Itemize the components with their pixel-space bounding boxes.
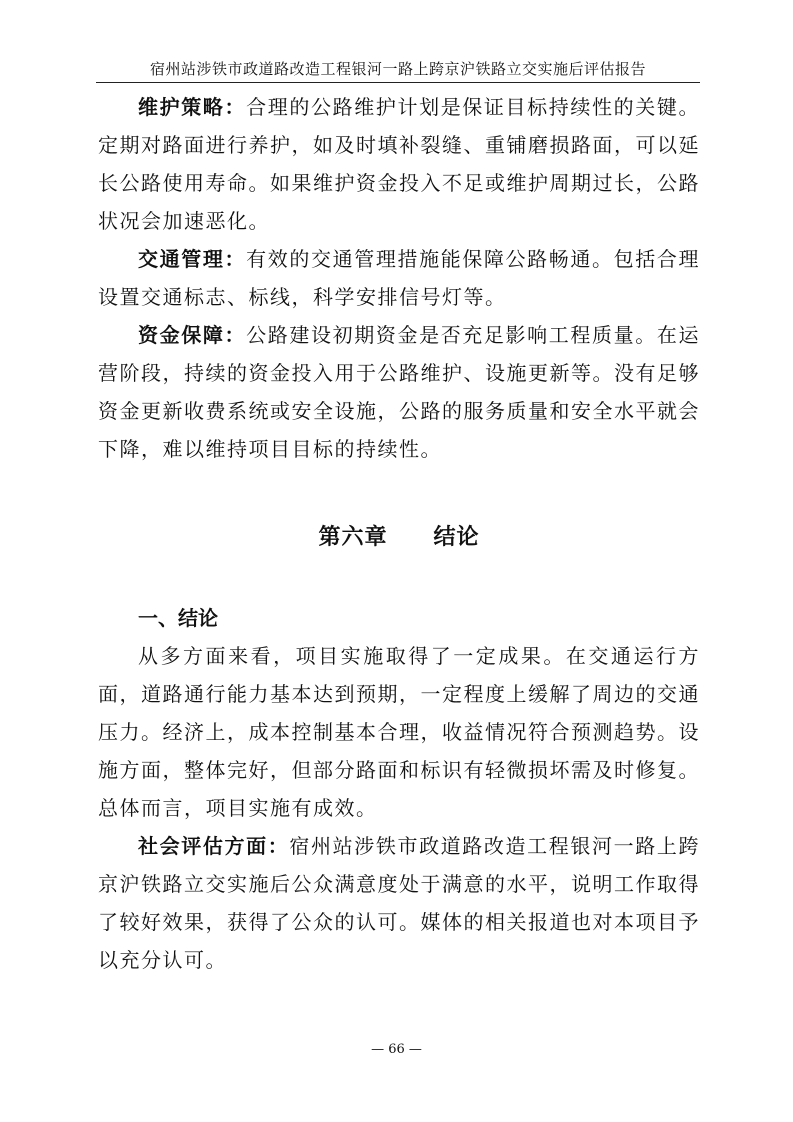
paragraph-funding: [98, 316, 700, 468]
paragraph-text: 有效的交通管理措施能保障公路畅通。包括合理设置交通标志、标线，科学安排信号灯等。: [98, 247, 701, 309]
page-body: [98, 88, 700, 979]
paragraph-label: 社会评估方面：: [138, 834, 290, 858]
paragraph-text: 合理的公路维护计划是保证目标持续性的关键。定期对路面进行养护，如及时填补裂缝、重铺磨损路面，可以延长公路使用寿命。如果维护资金投入不足或维护周期过长，公路状况会加速恶化。: [98, 95, 701, 233]
page-number: — 66 —: [371, 1042, 422, 1057]
paragraph-maintenance: [98, 88, 700, 240]
paragraph-label: 交通管理：: [138, 247, 247, 271]
header-rule: [96, 82, 700, 83]
paragraph-traffic: [98, 240, 700, 316]
paragraph-label: 资金保障：: [138, 323, 247, 347]
paragraph-conclusion: 从多方面来看，项目实施取得了一定成果。在交通运行方面，道路通行能力基本达到预期，一定程度上缓解了周边的交通压力。经济上，成本控制基本合理，收益情况符合预测趋势。设施方面，整体完好，但部分路面和标识有轻微损坏需及时修复。总体而言，项目实施有成效。: [98, 644, 700, 820]
paragraph-text: 公路建设初期资金是否充足影响工程质量。在运营阶段，持续的资金投入用于公路维护、设施更新等。没有足够资金更新收费系统或安全设施，公路的服务质量和安全水平就会下降，难以维持项目目标的持续性。: [98, 323, 701, 461]
paragraph-text: 宿州站涉铁市政道路改造工程银河一路上跨京沪铁路立交实施后公众满意度处于满意的水平，说明工作取得了较好效果，获得了公众的认可。媒体的相关报道也对本项目予以充分认可。: [98, 834, 701, 972]
section-title: 一、结论: [138, 606, 218, 630]
paragraph-label: 维护策略：: [138, 95, 247, 119]
paragraph-social: [98, 827, 700, 979]
running-header: 宿州站涉铁市政道路改造工程银河一路上跨京沪铁路立交实施后评估报告: [149, 60, 646, 78]
chapter-title: 第六章 结论: [318, 525, 480, 550]
